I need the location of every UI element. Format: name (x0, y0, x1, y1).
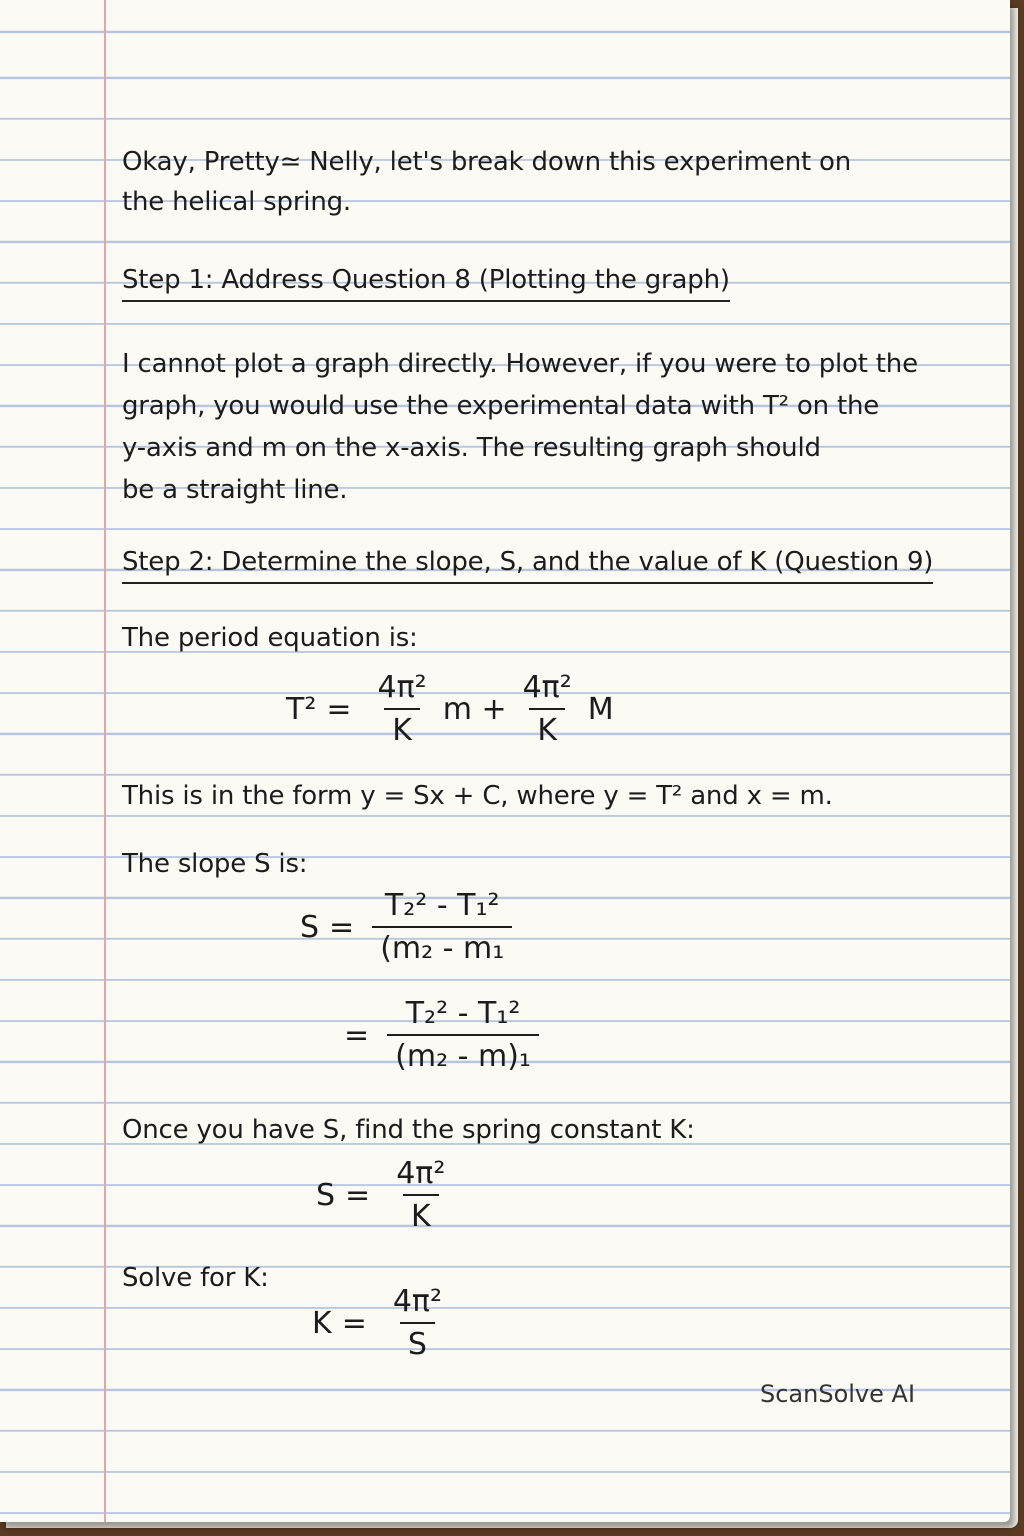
s-equation (316, 1156, 461, 1234)
slope-equals: = (329, 909, 355, 945)
k-fraction (385, 1284, 450, 1362)
step1-line-1: I cannot plot a graph directly. However, if you were to plot the (122, 349, 918, 379)
slope-fraction-1 (372, 888, 512, 966)
s-equals: = (345, 1177, 371, 1213)
fraction-denominator: K (384, 708, 420, 748)
slope-equation-2 (334, 996, 547, 1074)
fraction-numerator: T₂² - T₁² (384, 888, 500, 923)
fraction-denominator: K (403, 1194, 439, 1234)
period-fraction-2 (515, 670, 580, 748)
period-term-1: m + (442, 691, 507, 727)
form-line: This is in the form y = Sx + C, where y = T² and x = m. (122, 781, 833, 811)
fraction-denominator: S (400, 1322, 435, 1362)
period-fraction-1 (370, 670, 435, 748)
s-lhs: S (316, 1177, 336, 1213)
slope-equals: = (344, 1017, 370, 1053)
fraction-denominator: (m₂ - m₁ (372, 926, 512, 966)
intro-line-2: the helical spring. (122, 187, 351, 217)
period-label: The period equation is: (122, 623, 418, 653)
k-equation (312, 1284, 458, 1362)
fraction-denominator: (m₂ - m)₁ (387, 1034, 539, 1074)
fraction-numerator: 4π² (392, 1284, 443, 1319)
s-fraction (388, 1156, 453, 1234)
fraction-numerator: 4π² (396, 1156, 446, 1191)
period-equation (286, 670, 614, 748)
period-term-2: M (587, 691, 614, 727)
step1-line-2: graph, you would use the experimental data with T² on the (122, 391, 880, 421)
fraction-numerator: T₂² - T₁² (405, 996, 521, 1031)
fraction-numerator: 4π² (522, 670, 572, 705)
solve-label: Solve for K: (122, 1263, 269, 1293)
k-equals: = (341, 1305, 367, 1341)
step1-heading: Step 1: Address Question 8 (Plotting the graph) (122, 262, 730, 302)
slope-fraction-2 (387, 996, 539, 1074)
period-lhs: T² (286, 691, 317, 727)
slope-equation-1 (300, 888, 520, 966)
slope-label: The slope S is: (122, 849, 308, 879)
find-k-label: Once you have S, find the spring constant K: (122, 1115, 695, 1145)
step1-line-3: y-axis and m on the x-axis. The resulting graph should (122, 433, 821, 463)
fraction-numerator: 4π² (377, 670, 427, 705)
slope-lhs: S (300, 909, 320, 945)
k-lhs: K (312, 1305, 332, 1341)
intro-line-1: Okay, Pretty≃ Nelly, let's break down this experiment on (122, 147, 852, 177)
step1-line-4: be a straight line. (122, 475, 348, 505)
step2-heading: Step 2: Determine the slope, S, and the value of K (Question 9) (122, 544, 933, 584)
margin-line (104, 0, 106, 1522)
period-equals: = (326, 691, 352, 727)
fraction-denominator: K (529, 708, 565, 748)
watermark: ScanSolve AI (760, 1380, 916, 1408)
